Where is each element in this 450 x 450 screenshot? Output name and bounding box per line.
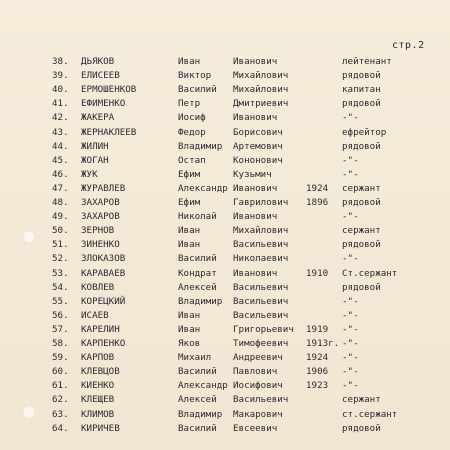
surname: ЕЛИСЕЕВ — [81, 70, 120, 82]
patronymic: Иванович — [233, 56, 278, 67]
row-number: 51. — [52, 239, 69, 251]
military-rank: рядовой — [342, 197, 381, 208]
military-rank: -"- — [342, 112, 359, 124]
patronymic: Борисович — [233, 126, 283, 138]
military-rank: рядовой — [342, 239, 381, 251]
patronymic: Григорьевич — [233, 323, 294, 335]
row-number: 60. — [52, 366, 69, 378]
surname: ЗАХАРОВ — [81, 211, 120, 223]
birth-year: 1896 — [306, 197, 329, 208]
row-number: 54. — [52, 281, 69, 293]
patronymic: Макарович — [233, 408, 283, 420]
surname: КАРПОВ — [81, 352, 115, 364]
patronymic: Михайлович — [233, 70, 289, 82]
row-number: 39. — [52, 70, 69, 82]
row-number: 50. — [52, 225, 69, 237]
first-name: Яков — [178, 338, 201, 349]
surname: КИЕНКО — [81, 380, 115, 392]
first-name: Александр — [178, 182, 228, 194]
surname: ЗЕРНОВ — [81, 225, 115, 237]
surname: КАРЕЛИН — [81, 323, 120, 335]
first-name: Иван — [178, 56, 201, 67]
military-rank: сержант — [342, 394, 381, 406]
birth-year: 1910 — [306, 267, 329, 279]
patronymic: Тимофеевич — [233, 338, 289, 349]
surname: ЖАКЕРА — [81, 112, 115, 124]
row-number: 43. — [52, 126, 69, 138]
military-rank: рядовой — [342, 281, 381, 293]
first-name: Иосиф — [178, 112, 206, 124]
row-number: 47. — [52, 182, 69, 194]
first-name: Ефим — [178, 197, 201, 208]
surname: ЕРМОШЕНКОВ — [81, 84, 137, 96]
row-number: 64. — [52, 422, 69, 434]
patronymic: Васильевич — [233, 281, 289, 293]
military-rank: рядовой — [342, 140, 381, 152]
birth-year: 1924 — [306, 182, 329, 194]
row-number: 62. — [52, 394, 69, 406]
military-rank: -"- — [342, 211, 359, 223]
first-name: Алексей — [178, 394, 217, 406]
row-number: 57. — [52, 323, 69, 335]
first-name: Кондрат — [178, 267, 217, 279]
surname: ЕФИМЕНКО — [81, 98, 126, 110]
surname: КАРАВАЕВ — [81, 267, 126, 279]
surname: ЖОГАН — [81, 154, 109, 166]
patronymic: Иванович — [233, 267, 278, 279]
row-number: 55. — [52, 295, 69, 307]
row-number: 59. — [52, 352, 69, 364]
military-rank: лейтенант — [342, 56, 392, 67]
row-number: 63. — [52, 408, 69, 420]
patronymic: Кузьмич — [233, 168, 272, 180]
patronymic: Артемович — [233, 140, 283, 152]
first-name: Иван — [178, 225, 201, 237]
military-rank: -"- — [342, 154, 359, 166]
patronymic: Дмитриевич — [233, 98, 289, 110]
patronymic: Михайлович — [233, 225, 289, 237]
patronymic: Иванович — [233, 182, 278, 194]
first-name: Иван — [178, 309, 201, 321]
surname: ЖЕРНАКЛЕЕВ — [81, 126, 137, 138]
patronymic: Евсеевич — [233, 422, 278, 434]
surname: КИРИЧЕВ — [81, 422, 120, 434]
patronymic: Гаврилович — [233, 197, 289, 208]
military-rank: сержант — [342, 182, 381, 194]
surname: ЖИЛИН — [81, 140, 109, 152]
surname: ЖУРАВЛЕВ — [81, 182, 126, 194]
military-rank: ефрейтор — [342, 126, 387, 138]
row-number: 40. — [52, 84, 69, 96]
surname: ЖУК — [81, 168, 98, 180]
military-rank: капитан — [342, 84, 381, 96]
birth-year: 1919 — [306, 323, 329, 335]
patronymic: Андреевич — [233, 352, 283, 364]
first-name: Алексей — [178, 281, 217, 293]
patronymic: Иванович — [233, 211, 278, 223]
first-name: Василий — [178, 253, 217, 265]
birth-year: 1923 — [306, 380, 329, 392]
surname: ЗИНЕНКО — [81, 239, 120, 251]
binder-hole — [22, 230, 36, 244]
row-number: 52. — [52, 253, 69, 265]
first-name: Александр — [178, 380, 228, 392]
first-name: Виктор — [178, 70, 212, 82]
birth-year: 1924 — [306, 352, 329, 364]
row-number: 49. — [52, 211, 69, 223]
surname: ИСАЕВ — [81, 309, 109, 321]
military-rank: -"- — [342, 352, 359, 364]
patronymic: Васильевич — [233, 394, 289, 406]
military-rank: Ст.сержант — [342, 267, 398, 279]
first-name: Остап — [178, 154, 206, 166]
birth-year: 1913г. — [306, 338, 340, 349]
row-number: 53. — [52, 267, 69, 279]
surname: КОВЛЕВ — [81, 281, 115, 293]
patronymic: Павлович — [233, 366, 278, 378]
patronymic: Николаевич — [233, 253, 289, 265]
page-number: стр.2 — [392, 40, 425, 51]
first-name: Федор — [178, 126, 206, 138]
surname: КОРЕЦКИЙ — [81, 295, 126, 307]
first-name: Владимир — [178, 295, 223, 307]
first-name: Владимир — [178, 140, 223, 152]
military-rank: рядовой — [342, 98, 381, 110]
military-rank: -"- — [342, 366, 359, 378]
patronymic: Кононович — [233, 154, 283, 166]
military-rank: -"- — [342, 338, 359, 349]
first-name: Владимир — [178, 408, 223, 420]
military-rank: -"- — [342, 253, 359, 265]
row-number: 38. — [52, 56, 69, 67]
row-number: 46. — [52, 168, 69, 180]
binder-hole — [22, 405, 36, 419]
military-rank: рядовой — [342, 70, 381, 82]
first-name: Ефим — [178, 168, 201, 180]
military-rank: -"- — [342, 168, 359, 180]
first-name: Василий — [178, 84, 217, 96]
first-name: Иван — [178, 323, 201, 335]
row-number: 48. — [52, 197, 69, 208]
first-name: Михаил — [178, 352, 212, 364]
first-name: Николай — [178, 211, 217, 223]
surname: КЛЕЩЕВ — [81, 394, 115, 406]
birth-year: 1906 — [306, 366, 329, 378]
military-rank: сержант — [342, 225, 381, 237]
military-rank: -"- — [342, 380, 359, 392]
surname: ЗАХАРОВ — [81, 197, 120, 208]
military-rank: -"- — [342, 323, 359, 335]
patronymic: Васильевич — [233, 309, 289, 321]
row-number: 58. — [52, 338, 69, 349]
patronymic: Васильевич — [233, 239, 289, 251]
surname: ДЬЯКОВ — [81, 56, 115, 67]
surname: КАРПЕНКО — [81, 338, 126, 349]
first-name: Василий — [178, 422, 217, 434]
row-number: 56. — [52, 309, 69, 321]
military-rank: рядовой — [342, 422, 381, 434]
row-number: 44. — [52, 140, 69, 152]
surname: КЛИМОВ — [81, 408, 115, 420]
military-rank: ст.сержант — [342, 408, 398, 420]
patronymic: Васильевич — [233, 295, 289, 307]
surname: КЛЕВЦОВ — [81, 366, 120, 378]
row-number: 41. — [52, 98, 69, 110]
military-rank: -"- — [342, 295, 359, 307]
surname: ЗЛОКАЗОВ — [81, 253, 126, 265]
military-rank: -"- — [342, 309, 359, 321]
patronymic: Михайлович — [233, 84, 289, 96]
first-name: Василий — [178, 366, 217, 378]
first-name: Петр — [178, 98, 201, 110]
patronymic: Иванович — [233, 112, 278, 124]
first-name: Иван — [178, 239, 201, 251]
patronymic: Иосифович — [233, 380, 283, 392]
row-number: 45. — [52, 154, 69, 166]
row-number: 42. — [52, 112, 69, 124]
row-number: 61. — [52, 380, 69, 392]
